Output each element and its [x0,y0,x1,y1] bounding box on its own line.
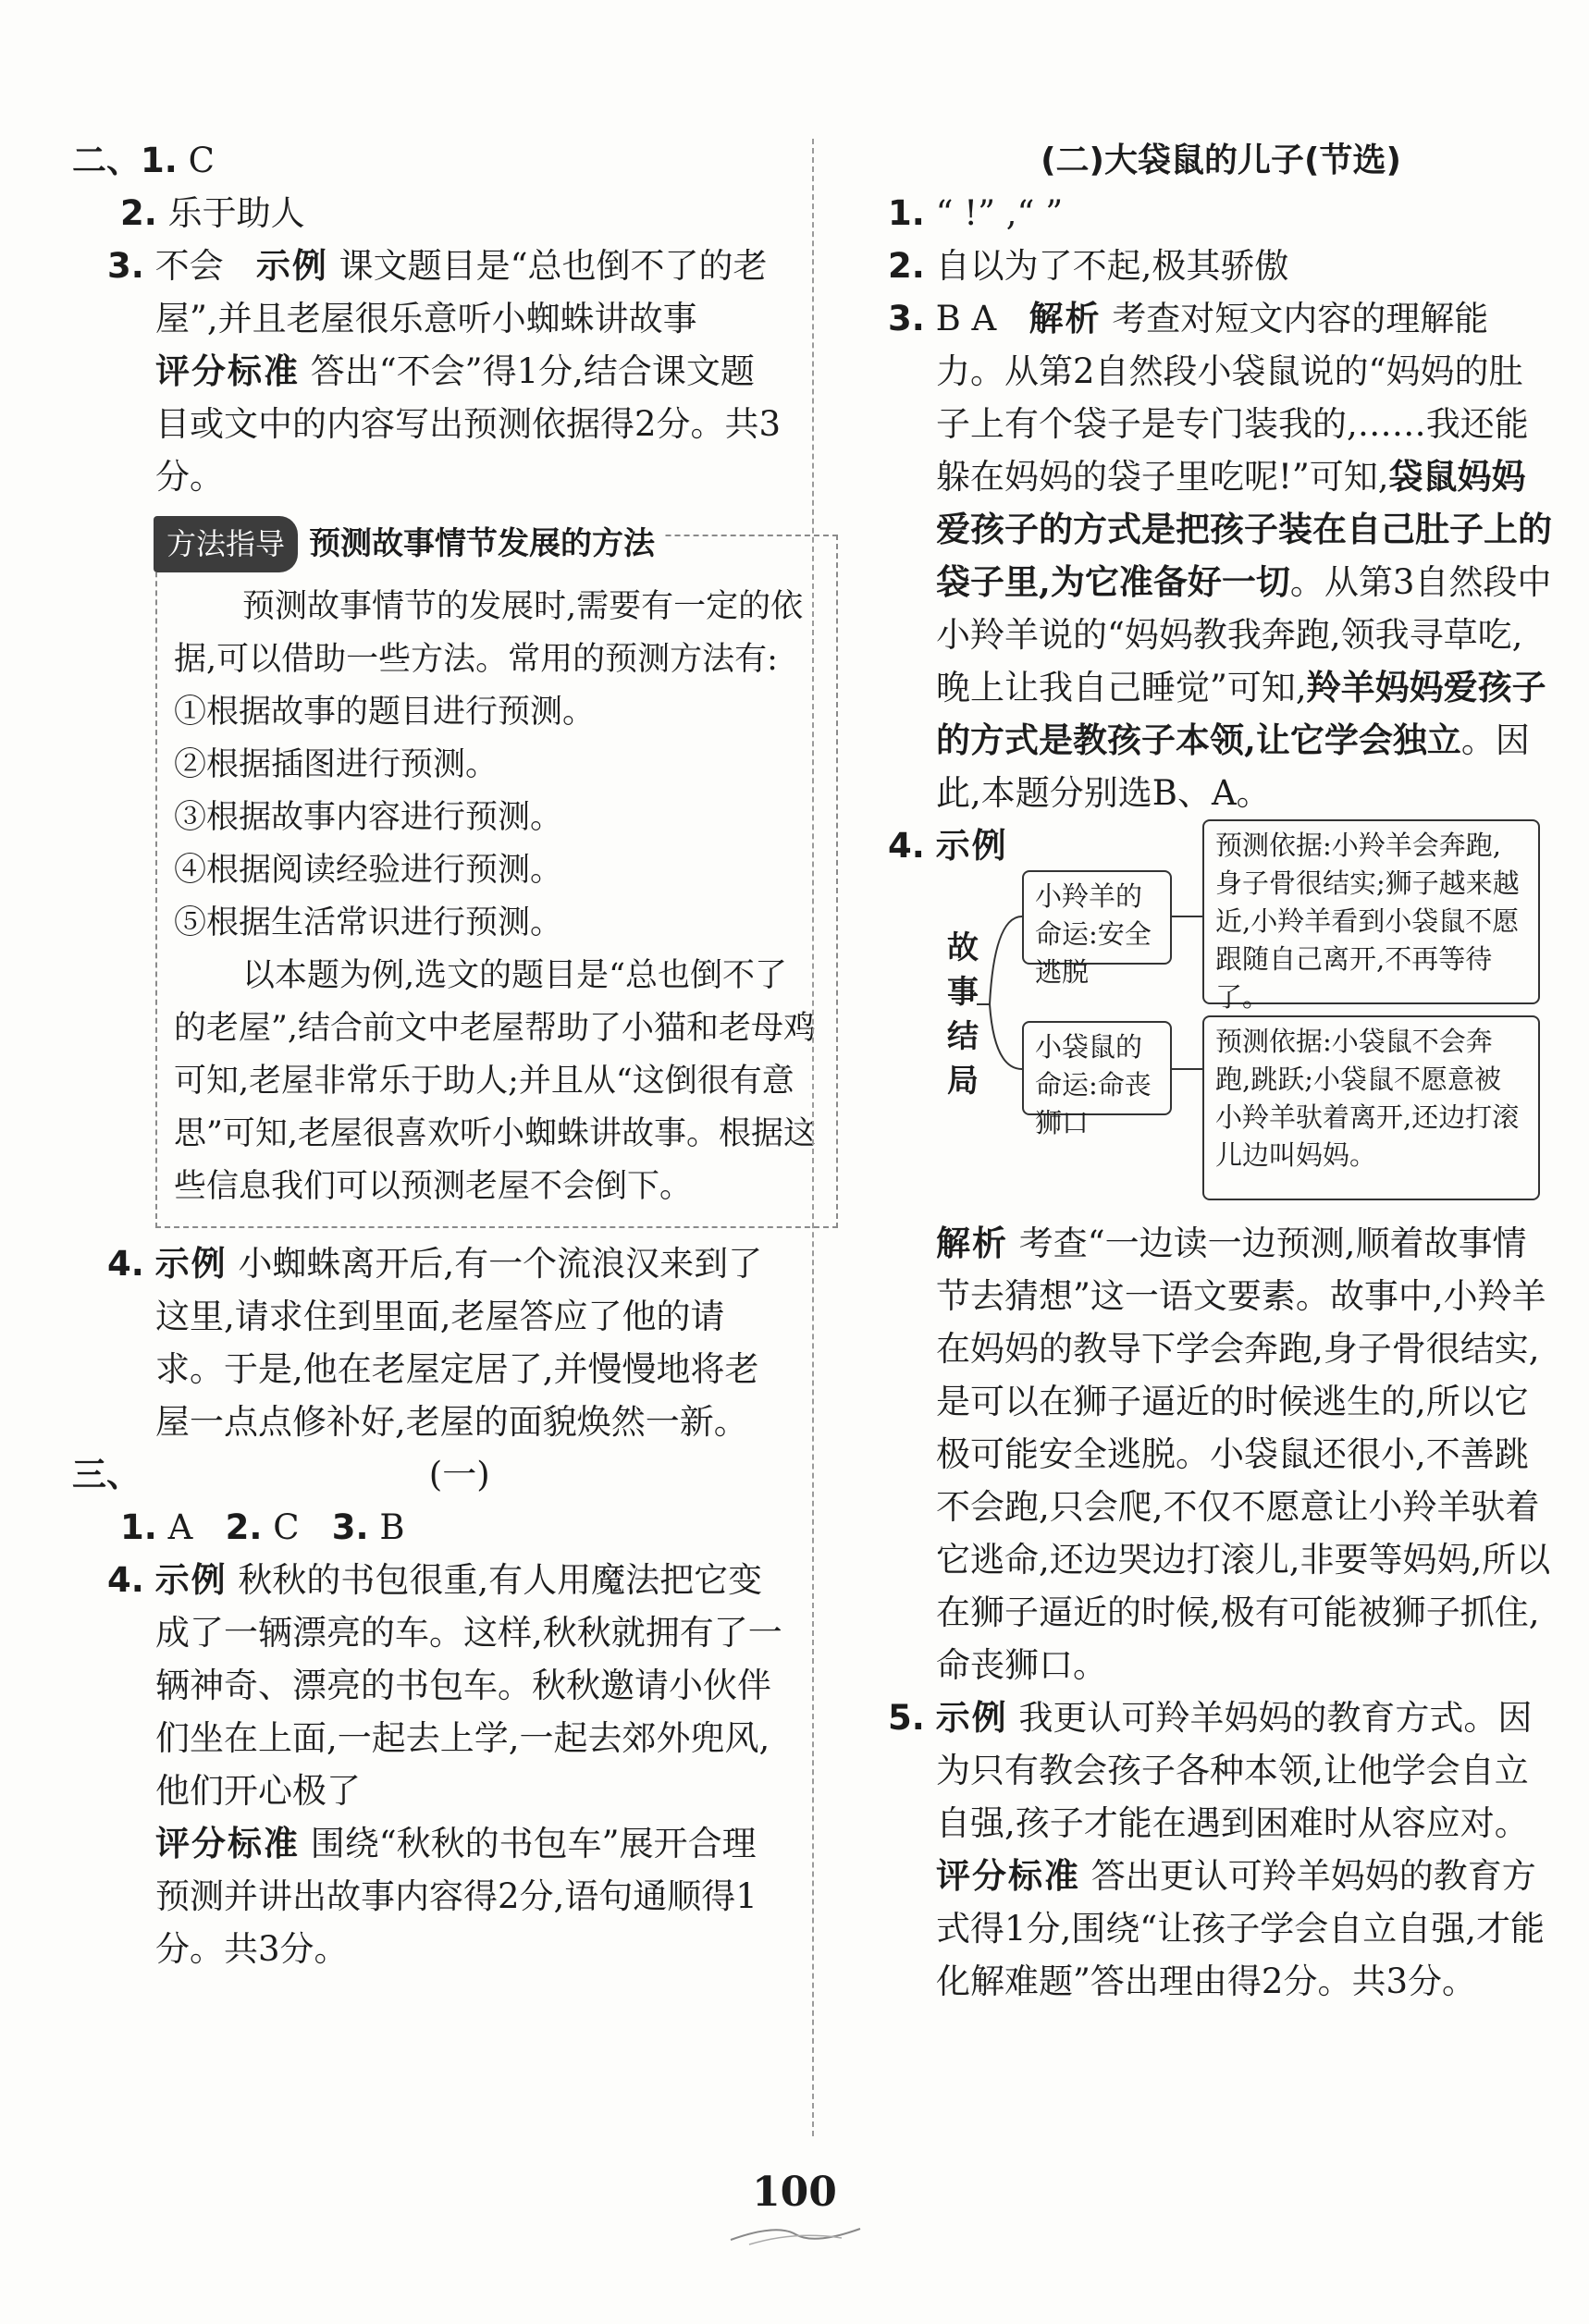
section-3-subheading: (一) [428,1455,490,1494]
r-q1-text: “ !” ,“ ” [935,193,1064,233]
q2-num: 2. [120,193,157,233]
method-item: ③根据故事内容进行预测。 [174,799,563,836]
r-q5-score-tag: 评分标准 [936,1856,1080,1896]
s3-q2-answer: C [273,1507,300,1547]
s3-q3-num: 3. [331,1507,369,1547]
s3-q4 [72,1554,784,1817]
page-number-swirl-icon [721,2221,869,2249]
q4-num: 4. [107,1244,144,1284]
q2-text: 乐于助人 [167,193,305,233]
r-q3 [888,292,1554,819]
section-3-heading: 三、 [72,1455,141,1494]
q3-example-tag: 示例 [255,246,328,286]
section-3-heading-line [72,1448,784,1501]
r-q3-bold-a: 袋鼠妈妈爱孩子的方式是把孩子装在自己肚子上的袋子里,为它准备好一切 [936,456,1552,602]
r-q1-num: 1. [888,193,925,233]
method-item: ②根据插图进行预测。 [174,746,499,783]
r-q2 [888,240,1554,292]
s3-q4-text: 秋秋的书包很重,有人用魔法把它变成了一辆漂亮的车。这样,秋秋就拥有了一辆神奇、漂亮的书包车。秋秋邀请小伙伴们坐在上面,一起去上学,一起去郊外兜风,他们开心极了 [155,1560,782,1811]
r-q3-num: 3. [888,299,925,338]
method-example: 以本题为例,选文的题目是“总也倒不了的老屋”,结合前文中老屋帮助了小猫和老母鸡可知,老屋非常乐于助人;并且从“这倒很有意思”可知,老屋很喜欢听小蜘蛛讲故事。根据这些信息我们可以预测老屋不会倒下。 [174,957,817,1205]
column-divider [812,139,814,2136]
method-guide-badge: 方法指导 [154,516,298,572]
s3-q2-num: 2. [225,1507,263,1547]
section-2-heading: 二、1. [72,141,178,180]
s3-q4-score [72,1817,784,1975]
q3-num: 3. [107,246,144,286]
page-number: 100 [752,2169,837,2216]
section-2-q1 [72,134,784,187]
section-3-q1-3 [72,1501,784,1554]
r-q5-example-tag: 示例 [935,1698,1008,1738]
r-q3-text-a: 考查对短文内容的理解能力。从第2自然段小袋鼠说的“妈妈的肚子上有个袋子是专门装我的,……我还能躲在妈妈的袋子里吃呢!”可知, [936,299,1529,497]
q3 [72,240,784,345]
q4-example-tag: 示例 [154,1244,228,1284]
r-q4-analysis-text: 考查“一边读一边预测,顺着故事情节去猜想”这一语文要素。故事中,小羚羊在妈妈的教导下学会奔跑,身子骨很结实,是可以在狮子逼近的时候逃生的,所以它极可能安全逃脱。小袋鼠还很小,不善跳不会跑,只会爬,不仅不愿意让小羚羊驮着它逃命,还边哭边打滚儿,非要等妈妈,所以在狮子逼近的时候,极有可能被狮子抓住,命丧狮口。 [936,1223,1551,1685]
q4-text: 小蜘蛛离开后,有一个流浪汉来到了这里,请求住到里面,老屋答应了他的请求。于是,他在老屋定居了,并慢慢地将老屋一点点修补好,老屋的面貌焕然一新。 [155,1244,763,1442]
s3-q3-answer: B [379,1507,405,1547]
method-item: ①根据故事的题目进行预测。 [174,694,596,731]
q4 [72,1237,784,1448]
passage-title: (二)大袋鼠的儿子(节选) [1041,141,1401,179]
method-guide-title: 预测故事情节发展的方法 [309,525,656,562]
r-q2-num: 2. [888,246,925,286]
left-column [72,134,817,1975]
fate-box-lamb: 小羚羊的命运:安全逃脱 [1022,870,1172,965]
r-q2-text: 自以为了不起,极其骄傲 [935,246,1289,286]
r-q5-num: 5. [888,1698,925,1738]
basis-box-kangaroo: 预测依据:小袋鼠不会奔跑,跳跃;小袋鼠不愿意被小羚羊驮着离开,还边打滚儿边叫妈妈。 [1202,1015,1540,1200]
story-ending-diagram [888,819,1554,1208]
q3-score [72,345,784,503]
q3-score-tag: 评分标准 [155,351,300,391]
s3-q4-score-text: 围绕“秋秋的书包车”展开合理预测并讲出故事内容得2分,语句通顺得1分。共3分。 [155,1824,758,1969]
s3-q4-example-tag: 示例 [154,1560,228,1600]
r-q4-example-tag: 示例 [935,826,1008,866]
r-q3-answer: B A [935,299,997,338]
q2 [72,187,784,240]
diagram-root-label: 故事结局 [947,929,979,1100]
method-item: ⑤根据生活常识进行预测。 [174,904,563,941]
r-q5-text: 我更认可羚羊妈妈的教育方式。因为只有教会孩子各种本领,让他学会自立自强,孩子才能在遇到困难时从容应对。 [936,1698,1533,1843]
s3-q4-score-tag: 评分标准 [155,1824,300,1863]
method-guide-header [154,516,664,572]
r-q5-score-text: 答出更认可羚羊妈妈的教育方式得1分,围绕“让孩子学会自立自强,才能化解难题”答出理由得2分。共3分。 [936,1856,1545,2001]
r-q4-analysis [888,1217,1554,1691]
method-intro: 预测故事情节的发展时,需要有一定的依据,可以借助一些方法。常用的预测方法有: [174,588,804,678]
r-q4-num: 4. [888,826,925,866]
method-guide-box [155,525,838,1228]
s3-q1-answer: A [167,1507,193,1547]
r-q4-analysis-tag: 解析 [936,1223,1008,1263]
q3-score-text: 答出“不会”得1分,结合课文题目或文中的内容写出预测依据得2分。共3分。 [155,351,782,497]
right-column [888,134,1554,2008]
s3-q1-num: 1. [120,1507,157,1547]
r-q3-text-c: 。因此,本题分别选B、A。 [936,720,1530,813]
r-q5 [888,1691,1554,1850]
basis-box-lamb: 预测依据:小羚羊会奔跑,身子骨很结实;狮子越来越近,小羚羊看到小袋鼠不愿跟随自己离开,不再等待了。 [1202,819,1540,1004]
r-q1 [888,187,1554,240]
method-item: ④根据阅读经验进行预测。 [174,852,563,889]
r-q3-tag: 解析 [1029,299,1102,338]
q1-answer: C [188,141,215,180]
q3-example-text: 课文题目是“总也倒不了的老屋”,并且老屋很乐意听小蜘蛛讲故事 [155,246,768,338]
r-q3-text-b: 。从第3自然段中小羚羊说的“妈妈教我奔跑,领我寻草吃,晚上让我自己睡觉”可知, [936,562,1552,707]
r-q3-bold-b: 羚羊妈妈爱孩子的方式是教孩子本领,让它学会独立 [936,667,1546,760]
r-q5-score [888,1850,1554,2008]
q3-answer: 不会 [154,246,224,286]
fate-box-kangaroo: 小袋鼠的命运:命丧狮口 [1022,1021,1172,1115]
s3-q4-num: 4. [107,1560,144,1600]
